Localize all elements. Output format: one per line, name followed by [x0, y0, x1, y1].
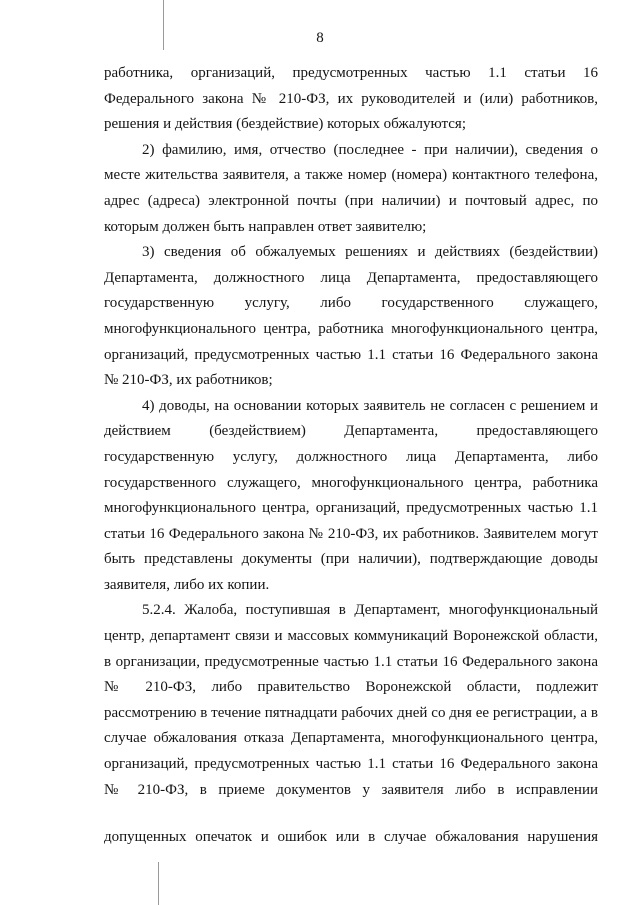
paragraph-1-continuation: работника, организаций, предусмотренных частью 1.1 статьи 16 Федерального закона № 210-ФЗ, их руководителей и (или) работников, решения и действия (бездействие) которых обжалуются; [104, 65, 598, 133]
scan-fold-line-bottom [158, 862, 159, 905]
scan-fold-line-top [163, 0, 164, 50]
paragraph-5-2-4: 5.2.4. Жалоба, поступившая в Департамент, многофункциональный центр, департамент связи и массовых коммуникаций Воронежской области, в организации, предусмотренные частью 1.1 статьи 16 Федерального закона № 210-ФЗ, либо правительство Воронежской области, подлежит рассмотрению в течение пятнадцати рабочих дней со дня ее регистрации, а в случае обжалования отказа Департамента, многофункционального центра, организаций, предусмотренных частью 1.1 статьи 16 Федерального закона № 210-ФЗ, в приеме документов у заявителя либо в исправлении [104, 602, 598, 798]
paragraph-item-3: 3) сведения об обжалуемых решениях и действиях (бездействии) Департамента, должностного лица Департамента, предоставляющего государственную услугу, либо государственного служащего, многофункционального центра, работника многофункционального центра, организаций, предусмотренных частью 1.1 статьи 16 Федерального закона № 210-ФЗ, их работников; [104, 244, 598, 389]
page-number: 8 [316, 30, 324, 46]
paragraph-5-2-4-last-line: допущенных опечаток и ошибок или в случае обжалования нарушения [104, 829, 598, 845]
paragraph-item-2: 2) фамилию, имя, отчество (последнее - при наличии), сведения о месте жительства заявителя, а также номер (номера) контактного телефона, адрес (адреса) электронной почты (при наличии) и почтовый адрес, по которым должен быть направлен ответ заявителю; [104, 141, 598, 235]
paragraph-item-4: 4) доводы, на основании которых заявитель не согласен с решением и действием (бездействием) Департамента, предоставляющего государственную услугу, должностного лица Департамента, либо государственного служащего, многофункционального центра, работника многофункционального центра, организаций, предусмотренных частью 1.1 статьи 16 Федерального закона № 210-ФЗ, их работников. Заявителем могут быть представлены документы (при наличии), подтверждающие доводы заявителя, либо их копии. [104, 397, 598, 593]
document-body [104, 61, 598, 803]
